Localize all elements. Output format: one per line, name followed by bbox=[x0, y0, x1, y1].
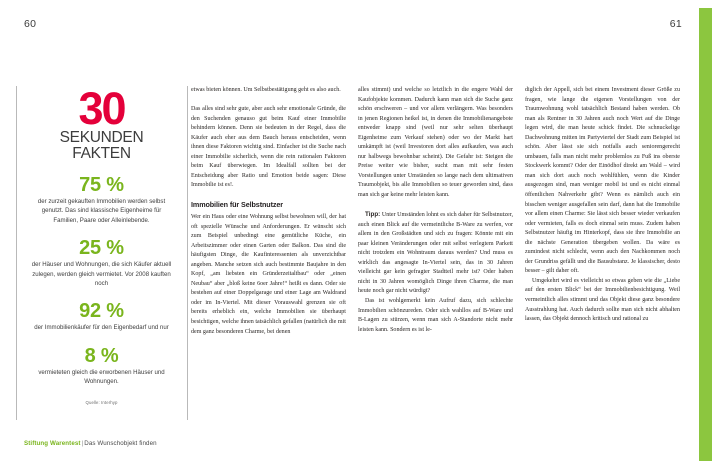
stat-item-4 bbox=[24, 346, 179, 387]
paragraph-c3-kein-aufruf: Das ist wohlgemerkt kein Aufruf dazu, sich schlechte Immobilien schönzureden. Oder sich wahllos auf B-Ware und B-Lagen zu stürzen, wenn man sich A-Standorte nicht mehr leisten kann. Sondern es ist le- bbox=[358, 297, 513, 333]
tipp-label: Tipp: bbox=[365, 211, 381, 219]
paragraph-c3-engere-wahl: alles stimmt) und welche so letztlich in die engere Wahl der Kaufobjekte kommen. Dadurch kann man sich die Suche ganz schön erschweren – und vor allem verlängern. Was besonders in jenen Regionen heikel ist, in denen die Immobilienangebote entweder knapp sind (weil nur sehr selten überhaupt Eigenheime zum Verkauf stehen) oder wo der Markt hart umkämpft ist (weil Investoren dort alles aufkaufen, was auch nur halbwegs bewohnbar scheint). Die Gefahr ist: Steigen die Preise weiter wie bisher, sucht man mit sehr festen Vorstellungen unter Umständen so lange nach dem ultimativen Traumobjekt, bis alle Immobilien so teuer geworden sind, dass man sich gar keine mehr leisten kann. bbox=[358, 87, 513, 199]
footer-chapter-title: Das Wunschobjekt finden bbox=[84, 440, 157, 447]
footer-separator: | bbox=[81, 440, 84, 447]
paragraph-c2-emotional-reasons: Das alles sind sehr gute, aber auch sehr emotionale Gründe, die den Suchenden genauso gut beim Kauf einer Immobilie behindern können. Denn sie bedeuten in der Regel, dass die Käufer auch eher aus dem Bauch heraus entscheiden, wenn ihnen diese Faktoren wichtig sind. Einfacher ist die Suche nach einer Immobilie sicherlich, wenn die rein rationalen Faktoren beim Kauf überwiegen. Im Idealfall sollten bei der Entscheidung aber Ratio und Emotion beide sagen: Diese Immobilie ist es!. bbox=[191, 106, 346, 189]
body-column-3 bbox=[358, 86, 513, 420]
stat-text-92: der Immobilienkäufer für den Eigenbedarf und nur bbox=[34, 324, 169, 332]
footer-brand-stiftung-warentest: Stiftung Warentest bbox=[24, 440, 81, 447]
stat-item-3 bbox=[24, 301, 179, 332]
stat-text-75: der zurzeit gekauften Immobilien werden selbst genutzt. Das sind klassische Eigenheime für Familien, Paare oder Alleinlebende. bbox=[37, 198, 166, 224]
facts-box-left-rule bbox=[16, 86, 17, 420]
stat-text-25: der Häuser und Wohnungen, die sich Käufer aktuell zulegen, werden gleich vermietet. Vor 2008 kauften noch bbox=[31, 261, 172, 288]
paragraph-c2-selbstnutzer: Wer ein Haus oder eine Wohnung selbst bewohnen will, der hat oft spezielle Wünsche und Anforderungen. Er wünscht sich zum Beispiel unbedingt eine gemütliche Küche, ein Arbeitszimmer oder einen Garten oder Balkon. Das sind die häufigsten Dinge, die Kaufinteressenten als unverzichtbar angeben. Manche setzen sich auch bestimmte Baujahre in den Kopf, „am liebsten ein Gründerzeitaltbau“ oder „einen Neubau“ aber „bloß keine 6oer Jahre!“ heißt es dann. Oder sie bestehen auf einer Doppelgarage und einer Lage am Waldrand oder im In-Viertel. Mit dieser Vorauswahl grenzen sie oft bereits erheblich ein, welche Immobilien sie überhaupt besichtigen, welche ihnen tatsächlich gefallen (natürlich die mit dem ganz besonderen Charme, bei denen bbox=[191, 213, 346, 335]
facts-box-right-rule bbox=[187, 86, 188, 420]
stat-item-2 bbox=[24, 238, 179, 288]
page-footer bbox=[24, 440, 157, 447]
facts-headline-number: 30 bbox=[78, 83, 125, 134]
facts-source-credit: Quelle: Interhyp bbox=[85, 399, 118, 405]
paragraph-c2-continuation: etwas bieten können. Um Selbstbestätigung geht es also auch. bbox=[191, 87, 341, 93]
paragraph-c4-liebe-auf-den-ersten-blick: Umgekehrt wird es vielleicht so etwas geben wie die „Liebe auf den ersten Blick“ bei der Immobilienbesichtigung. Weil vermeintlich alles stimmt und das Objekt diese ganz besondere Ausstrahlung hat. Auch dadurch sollte man sich nicht abhalten lassen, das Objekt dennoch kritisch und rational zu bbox=[525, 277, 680, 323]
tipp-body: Unter Umständen lohnt es sich daher für Selbstnutzer, auch einen Blick auf die vermeintliche B-Ware zu werfen, vor allem in den Großstädten und sich zu fragen: Könnte mit ein paar kleinen Veränderungen oder mit selbst verlegtem Parkett nicht trotzdem ein Wohntraum daraus werden? Und muss es wirklich das angesagte In-Viertel sein, das in 30 Jahren vielleicht gar kein gefragter Stadtteil mehr ist? Oder haben nicht in 30 Jahren womöglich Dinge ihren Charme, die man heute noch gar nicht würdigt? bbox=[358, 212, 513, 295]
body-column-4 bbox=[525, 86, 680, 420]
stat-value-92: 92 % bbox=[79, 300, 124, 323]
facts-headline-word-sekunden: SEKUNDEN bbox=[59, 129, 144, 146]
paragraph-c4-appell: diglich der Appell, sich bei einem Investment dieser Größe zu fragen, wie lange die eigenen Vorstellungen von der Traumwohnung wohl tatsächlich Bestand haben werden. Ob man als Rentner in 30 Jahren auch noch Wert auf die Dinge legen wird, die man heute schick findet. Die schnuckelige Dachwohnung mitten im Partyviertel der Stadt zum Beispiel ist schön. Aber lässt sie sich notfalls auch seniorengerecht umbauen, falls man nicht mehr problemlos zu Fuß ins oberste Stockwerk kommt? Oder der Einödhof direkt am Wald – wird man sich dort auch noch wohlfühlen, wenn die Kinder ausgezogen sind, man weniger mobil ist und es nicht einmal öffentlichen Nahverkehr gibt? Wenn es nämlich auch ein bisschen weniger ausgefallen sein darf, dann hat die Immobilie vor allem einen Charme: Sie lässt sich besser wieder verkaufen oder vermieten, falls es doch einmal sein muss. Zudem haben Selbstnutzer häufig im Hinterkopf, dass sie ihre Immobilie an die nächste Generation übergeben wollen. Da wäre es zumindest nicht schlecht, wenn auch den Nachkommen noch der Grundriss gefällt und die Bausubstanz. Je klassischer, desto besser – gilt daher oft. bbox=[525, 87, 680, 275]
facts-headline-word-fakten: FAKTEN bbox=[72, 144, 131, 162]
page-edge-accent-bar bbox=[699, 8, 712, 461]
facts-box bbox=[24, 83, 179, 420]
stat-value-8: 8 % bbox=[84, 344, 119, 367]
stat-item-1 bbox=[24, 175, 179, 225]
stat-value-75: 75 % bbox=[79, 174, 124, 196]
stat-text-8: vermieteten gleich die erworbenen Häuser und Wohnungen. bbox=[38, 368, 165, 386]
stat-value-25: 25 % bbox=[79, 237, 124, 260]
paragraph-c3-tipp bbox=[358, 210, 513, 297]
article-columns bbox=[24, 83, 680, 420]
folio-left-page-number: 60 bbox=[24, 18, 37, 30]
body-column-2 bbox=[191, 86, 346, 420]
section-heading-immobilien-fuer-selbstnutzer: Immobilien für Selbstnutzer bbox=[191, 200, 283, 210]
folio-right-page-number: 61 bbox=[669, 18, 682, 30]
